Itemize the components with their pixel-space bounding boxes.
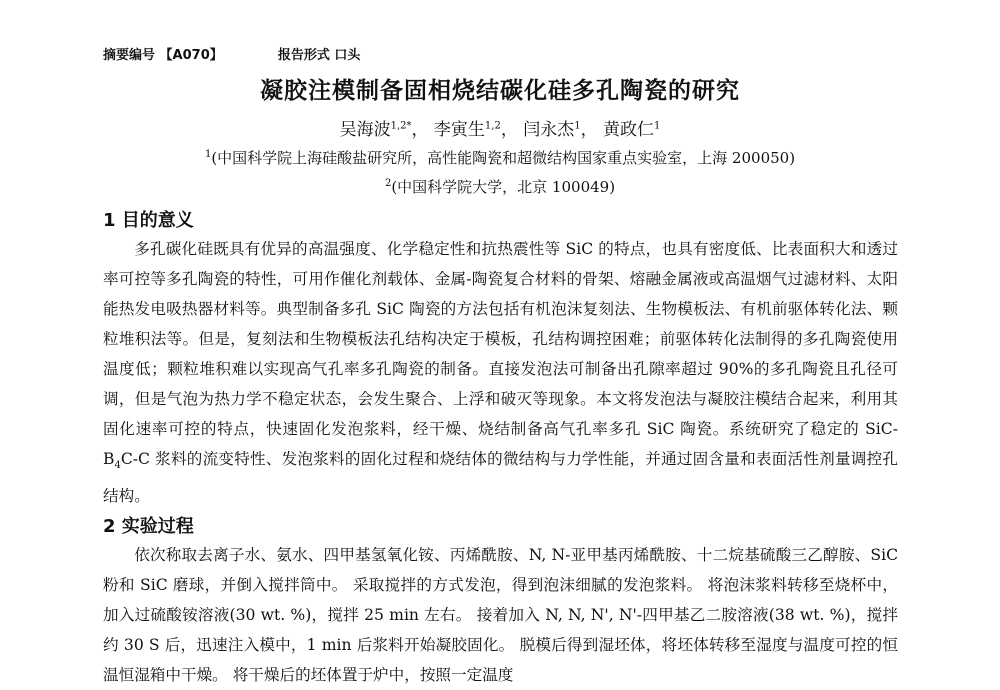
author-list: 吴海波$^{1,2*}$， 李寅生$^{1,2}$， 闫永杰$^1$， 黄政仁$^1$: [339, 120, 661, 140]
section-heading-experiment: 2 实验过程: [103, 516, 194, 537]
affiliation-mark: 1: [204, 149, 212, 160]
paper-title: 凝胶注模制备固相烧结碳化硅多孔陶瓷的研究: [260, 78, 740, 104]
affiliation-text: (中国科学院大学，北京 100049): [391, 178, 616, 196]
author-name: 黄政仁: [603, 120, 655, 140]
affiliation-2: [0, 176, 1000, 197]
abstract-number-label: 摘要编号: [103, 48, 156, 63]
report-form-label: 报告形式: [277, 48, 330, 63]
report-meta: [103, 44, 360, 63]
author-name: 吴海波: [339, 120, 391, 140]
abstract-number: 【A070】: [159, 48, 223, 63]
author-affiliation-mark: 1: [574, 120, 581, 132]
affiliation-1: [0, 147, 1000, 168]
section-body-purpose: 多孔碳化硅既具有优异的高温强度、化学稳定性和抗热震性等 SiC 的特点，也具有密度低、比表面积大和透过率可控等多孔陶瓷的特性，可用作催化剂载体、金属-陶瓷复合材料的骨架、熔融金属液或高温烟气过滤材料、太阳能热发电吸热器材料等。典型制备多孔 SiC 陶瓷的方法包括有机泡沫复刻法、生物模板法、有机前驱体转化法、颗粒堆积法等。但是，复刻法和生物模板法孔结构决定于模板，孔结构调控困难；前驱体转化法制得的多孔陶瓷使用温度低；颗粒堆积难以实现高气孔率多孔陶瓷的制备。直接发泡法可制备出孔隙率超过 90%的多孔陶瓷且孔径可调，但是气泡为热力学不稳定状态，会发生聚合、上浮和破灭等现象。本文将发泡法与凝胶注模结合起来，利用其固化速率可控的特点，快速固化发泡浆料，经干燥、烧结制备高气孔率多孔 SiC 陶瓷。系统研究了稳定的 SiC-$B_4C-C$ 浆料的流变特性、发泡浆料的固化过程和烧结体的微结构与力学性能，并通过固含量和表面活性剂量调控孔结构。: [103, 240, 898, 506]
section-heading-purpose: 1 目的意义: [103, 210, 194, 231]
report-form: 口头: [334, 48, 361, 63]
author-affiliation-mark: 1,2*: [390, 120, 412, 132]
author-affiliation-mark: 1,2: [484, 120, 501, 132]
section-body-experiment: 依次称取去离子水、氨水、四甲基氢氧化铵、丙烯酰胺、N, N-亚甲基丙烯酰胺、十二烷基硫酸三乙醇胺、SiC 粉和 SiC 磨球，并倒入搅拌筒中。 采取搅拌的方式发泡，得到泡沫细腻的发泡浆料。 将泡沫浆料转移至烧杯中，加入过硫酸铵溶液(30 wt. %)，搅拌 25 min 左右。 接着加入 N, N, N', N'-四甲基乙二胺溶液(38 wt. %)，搅拌约 30 S 后，迅速注入模中，1 min 后浆料开始凝胶固化。 脱模后得到湿坯体，将坯体转移至湿度与温度可控的恒温恒湿箱中干燥。 将干燥后的坯体置于炉中，按照一定温度: [103, 546, 898, 684]
author-name: 李寅生: [433, 120, 485, 140]
author-name: 闫永杰: [523, 120, 575, 140]
author-affiliation-mark: 1: [654, 120, 661, 132]
affiliation-text: (中国科学院上海硅酸盐研究所，高性能陶瓷和超微结构国家重点实验室，上海 200050): [211, 149, 796, 167]
affiliation-mark: 2: [384, 178, 392, 189]
